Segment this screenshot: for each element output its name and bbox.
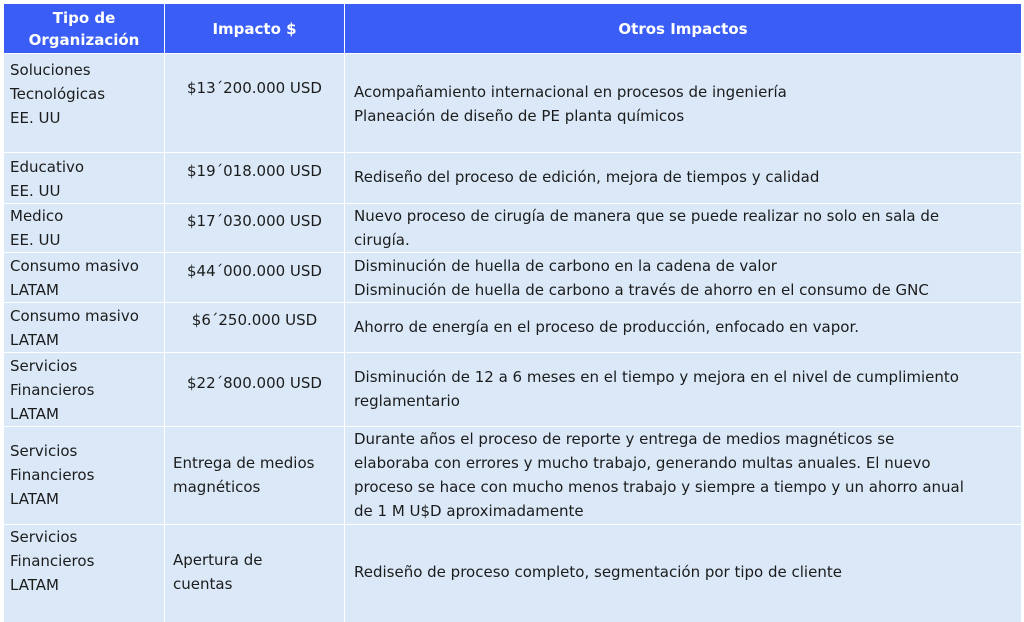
cell-text-line: Financieros — [10, 381, 95, 399]
other-impacts-cell — [345, 524, 1021, 622]
header-organization-type: Tipo de Organización — [4, 4, 165, 53]
cell-text-line: Educativo — [10, 158, 85, 176]
cell-text-line: Medico — [10, 207, 64, 225]
organization-type-cell — [4, 203, 165, 252]
table-row — [4, 524, 1021, 622]
impact-cell — [165, 352, 345, 426]
cell-text-line: $13´200.000 USD — [187, 79, 322, 97]
impact-table — [4, 4, 1021, 622]
table-row — [4, 203, 1021, 252]
table-row — [4, 302, 1021, 352]
organization-type-cell — [4, 302, 165, 352]
table-row — [4, 426, 1021, 524]
cell-text-line: $44´000.000 USD — [187, 262, 322, 280]
cell-text-line: Planeación de diseño de PE planta químicos — [354, 107, 685, 125]
cell-text-line: Durante años el proceso de reporte y entrega de medios magnéticos se — [354, 430, 895, 448]
cell-text-line: $6´250.000 USD — [191, 311, 318, 329]
other-impacts-cell — [345, 426, 1021, 524]
cell-text-line: de 1 M U$D aproximadamente — [354, 502, 584, 520]
impact-cell — [165, 252, 345, 302]
cell-text-line: Rediseño del proceso de edición, mejora de tiempos y calidad — [354, 168, 820, 186]
table-row — [4, 53, 1021, 152]
header-other-impacts: Otros Impactos — [345, 4, 1021, 53]
table-row — [4, 152, 1021, 203]
impact-cell — [165, 203, 345, 252]
impact-cell — [165, 524, 345, 622]
organization-type-cell — [4, 524, 165, 622]
cell-text-line: magnéticos — [173, 478, 261, 496]
cell-text-line: Consumo masivo — [10, 307, 139, 325]
cell-text-line: Servicios — [10, 528, 78, 546]
cell-text-line: LATAM — [10, 490, 59, 508]
header-impact: Impacto $ — [165, 4, 345, 53]
impact-cell — [165, 152, 345, 203]
cell-text-line: elaboraba con errores y mucho trabajo, generando multas anuales. El nuevo — [354, 454, 931, 472]
cell-text-line: Apertura de — [173, 551, 263, 569]
cell-text-line: EE. UU — [10, 231, 61, 249]
cell-text-line: Disminución de huella de carbono a través de ahorro en el consumo de GNC — [354, 281, 929, 299]
cell-text-line: EE. UU — [10, 182, 61, 200]
cell-text-line: cuentas — [173, 575, 233, 593]
cell-text-line: Financieros — [10, 466, 95, 484]
header-row — [4, 4, 1021, 53]
other-impacts-cell — [345, 152, 1021, 203]
table-row — [4, 352, 1021, 426]
cell-text-line: Rediseño de proceso completo, segmentación por tipo de cliente — [354, 563, 842, 581]
organization-type-cell — [4, 152, 165, 203]
cell-text-line: proceso se hace con mucho menos trabajo y siempre a tiempo y un ahorro anual — [354, 478, 964, 496]
impact-cell — [165, 426, 345, 524]
cell-text-line: LATAM — [10, 331, 59, 349]
organization-type-cell — [4, 426, 165, 524]
other-impacts-cell — [345, 302, 1021, 352]
table-row — [4, 252, 1021, 302]
cell-text-line: cirugía. — [354, 231, 410, 249]
cell-text-line: Tecnológicas — [10, 85, 106, 103]
cell-text-line: Ahorro de energía en el proceso de producción, enfocado en vapor. — [354, 318, 859, 336]
impact-cell — [165, 53, 345, 152]
cell-text-line: LATAM — [10, 405, 59, 423]
cell-text-line: Disminución de huella de carbono en la cadena de valor — [354, 257, 777, 275]
organization-type-cell — [4, 53, 165, 152]
cell-text-line: Acompañamiento internacional en procesos de ingeniería — [354, 83, 787, 101]
impact-cell — [165, 302, 345, 352]
cell-text-line: reglamentario — [354, 392, 460, 410]
cell-text-line: Entrega de medios — [173, 454, 315, 472]
other-impacts-cell — [345, 352, 1021, 426]
cell-text-line: Servicios — [10, 442, 78, 460]
cell-text-line: LATAM — [10, 576, 59, 594]
other-impacts-cell — [345, 203, 1021, 252]
cell-text-line: EE. UU — [10, 109, 61, 127]
cell-text-line: $17´030.000 USD — [187, 212, 322, 230]
organization-type-cell — [4, 252, 165, 302]
cell-text-line: $19´018.000 USD — [187, 162, 322, 180]
cell-text-line: $22´800.000 USD — [187, 374, 322, 392]
cell-text-line: Servicios — [10, 357, 78, 375]
cell-text-line: Soluciones — [10, 61, 91, 79]
other-impacts-cell — [345, 252, 1021, 302]
cell-text-line: Financieros — [10, 552, 95, 570]
cell-text-line: Consumo masivo — [10, 257, 139, 275]
cell-text-line: LATAM — [10, 281, 59, 299]
cell-text-line: Nuevo proceso de cirugía de manera que se puede realizar no solo en sala de — [354, 207, 940, 225]
cell-text-line: Disminución de 12 a 6 meses en el tiempo y mejora en el nivel de cumplimiento — [354, 368, 959, 386]
organization-type-cell — [4, 352, 165, 426]
other-impacts-cell — [345, 53, 1021, 152]
